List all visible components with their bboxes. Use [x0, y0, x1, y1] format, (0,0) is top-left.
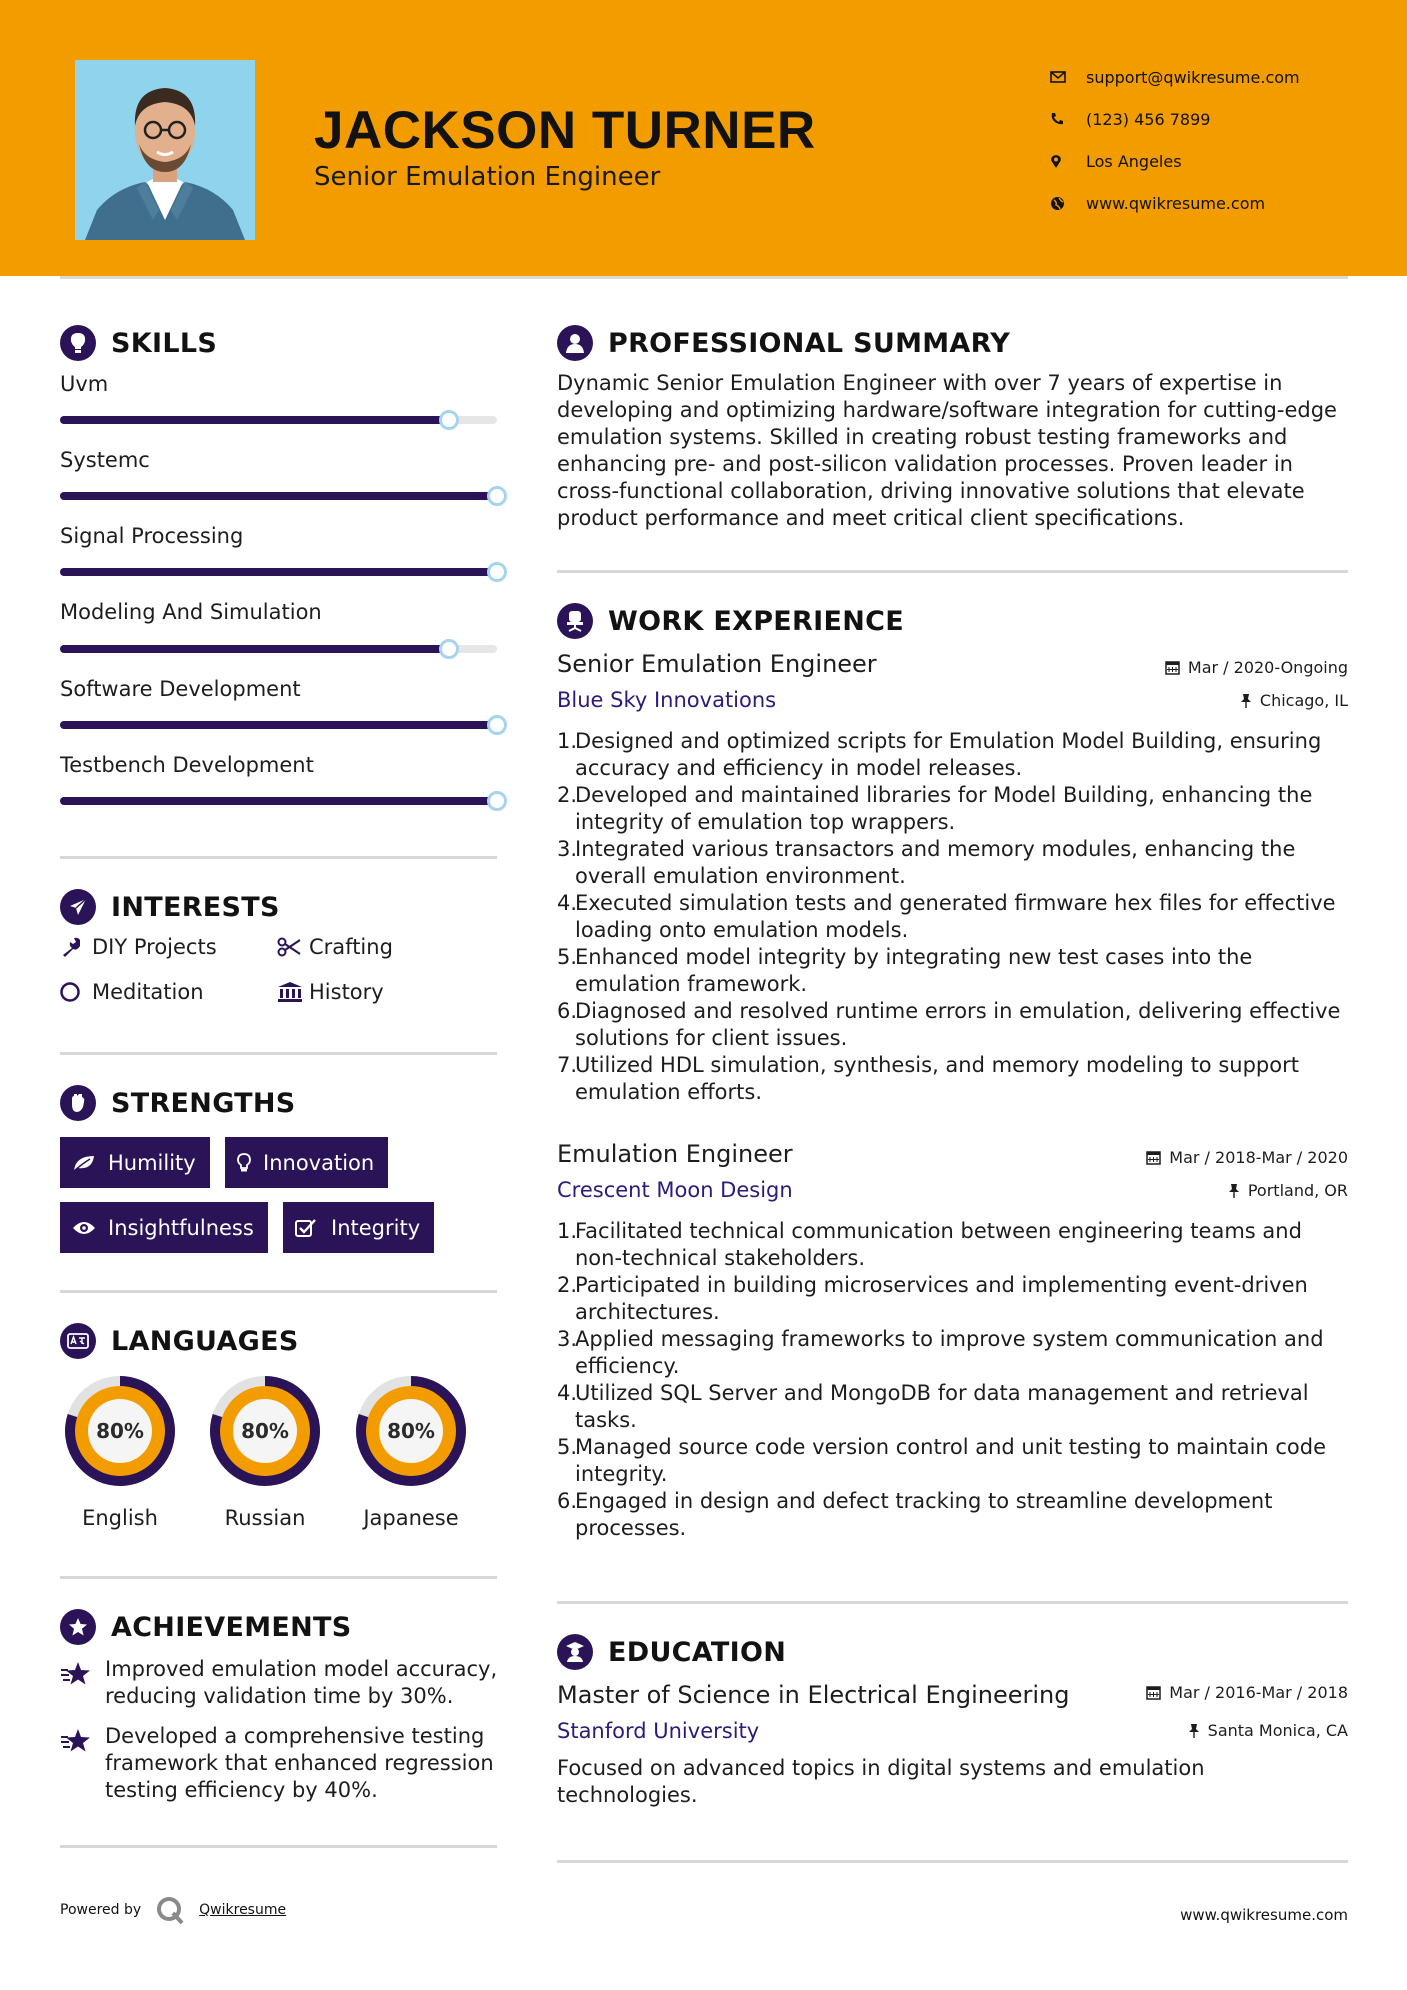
star-icon: [60, 1723, 105, 1804]
user-icon: [557, 325, 593, 361]
list-item: 4. Executed simulation tests and generated firmware hex files for effective loading onto emulation models.: [557, 891, 1336, 942]
language-ring: [350, 1370, 472, 1492]
skill-bar-fill: [60, 721, 497, 729]
interest-item: Crafting: [277, 935, 393, 959]
skill-bar-knob: [487, 715, 507, 735]
skill-bar-knob: [439, 410, 459, 430]
skill-name: Modeling And Simulation: [60, 600, 322, 624]
office-chair-icon: [557, 603, 593, 639]
contact-location: [1050, 140, 1300, 182]
star-badge-icon: [60, 1609, 96, 1645]
section-divider: [60, 1290, 497, 1293]
map-pin-icon: [1050, 154, 1086, 169]
job-title: Senior Emulation Engineer: [557, 650, 877, 678]
skill-bar-knob: [487, 562, 507, 582]
strength-badge: Innovation: [225, 1137, 388, 1188]
skills-heading: SKILLS: [60, 325, 217, 361]
section-divider: [60, 1576, 497, 1579]
education-location: Santa Monica, CA: [1188, 1721, 1348, 1740]
skill-bar-knob: [487, 486, 507, 506]
language-name: English: [82, 1506, 158, 1530]
profile-photo: [75, 60, 255, 240]
strength-badge: Integrity: [283, 1202, 434, 1253]
interests-heading: INTERESTS: [60, 889, 280, 925]
pushpin-icon: [1188, 1723, 1200, 1738]
language-item: [204, 1370, 326, 1530]
scissors-icon: [277, 937, 309, 957]
summary-text: Dynamic Senior Emulation Engineer with over 7 years of expertise in developing and optimizing hardware/software integration for cutting-edge emulation systems. Skilled in creating robust testing frameworks and enhancing pre- and post-silicon validation processes. Proven leader in cross-functional collaboration, driving innovative solutions that elevate product performance and meet critical client specifications.: [557, 371, 1337, 530]
header-banner: [0, 0, 1407, 276]
skill-bar: [60, 645, 497, 653]
strength-badge: Humility: [60, 1137, 210, 1188]
eye-icon: [72, 1220, 108, 1236]
skill-bar-fill: [60, 797, 497, 805]
education-description: Focused on advanced topics in digital systems and emulation technologies.: [557, 1756, 1205, 1807]
languages-heading: LANGUAGES: [60, 1323, 299, 1359]
interest-item: History: [277, 980, 384, 1004]
section-divider: [557, 570, 1348, 573]
job-location: Portland, OR: [1228, 1181, 1348, 1200]
contact-list: [1050, 56, 1300, 224]
language-ring: [59, 1370, 181, 1492]
education-school: Stanford University: [557, 1719, 760, 1743]
list-item: 6. Engaged in design and defect tracking to streamline development processes.: [557, 1489, 1273, 1540]
skill-bar: [60, 568, 497, 576]
list-item: 5. Enhanced model integrity by integrating new test cases into the emulation framework.: [557, 945, 1253, 996]
language-percent: 80%: [96, 1419, 144, 1443]
skill-bar-fill: [60, 416, 449, 424]
interest-item: DIY Projects: [60, 935, 217, 959]
leaf-icon: [72, 1154, 108, 1172]
list-item: 7. Utilized HDL simulation, synthesis, and memory modeling to support emulation efforts.: [557, 1053, 1299, 1104]
candidate-name: JACKSON TURNER: [314, 101, 816, 160]
footer-website[interactable]: www.qwikresume.com: [1180, 1906, 1348, 1924]
language-icon: [60, 1323, 96, 1359]
section-divider: [60, 1845, 497, 1848]
list-item: 1. Facilitated technical communication between engineering teams and non-technical stakeholders.: [557, 1219, 1302, 1270]
list-item: 3. Integrated various transactors and memory modules, enhancing the overall emulation environment.: [557, 837, 1296, 888]
skill-bar-fill: [60, 645, 449, 653]
strengths-heading: STRENGTHS: [60, 1085, 296, 1121]
header-divider: [60, 276, 1348, 279]
contact-phone-text: (123) 456 7899: [1086, 109, 1211, 129]
envelope-icon: [1050, 71, 1086, 83]
job-company: Blue Sky Innovations: [557, 688, 777, 712]
language-ring: [204, 1370, 326, 1492]
pushpin-icon: [1240, 693, 1252, 708]
wrench-icon: [60, 936, 92, 958]
skill-bar: [60, 721, 497, 729]
job-title: Emulation Engineer: [557, 1140, 793, 1168]
list-item: 4. Utilized SQL Server and MongoDB for data management and retrieval tasks.: [557, 1381, 1309, 1432]
achievement-text: Developed a comprehensive testing framework that enhanced regression testing efficiency by 40%.: [105, 1724, 494, 1802]
museum-icon: [277, 981, 309, 1003]
contact-phone[interactable]: [1050, 98, 1300, 140]
globe-icon: [1050, 196, 1086, 211]
language-item: [59, 1370, 181, 1530]
skill-bar-fill: [60, 492, 497, 500]
job-company: Crescent Moon Design: [557, 1178, 793, 1202]
language-name: Russian: [224, 1506, 306, 1530]
skill-bar-knob: [487, 791, 507, 811]
footer-powered-by: [60, 1895, 286, 1925]
achievement-text: Improved emulation model accuracy, reducing validation time by 30%.: [105, 1657, 498, 1708]
star-icon: [60, 1656, 105, 1710]
contact-email-text: support@qwikresume.com: [1086, 67, 1300, 87]
skill-bar-fill: [60, 568, 497, 576]
interest-item: Meditation: [60, 980, 204, 1004]
skill-bar-knob: [439, 639, 459, 659]
contact-website[interactable]: [1050, 182, 1300, 224]
section-divider: [60, 856, 497, 859]
qwikresume-logo-icon: [155, 1895, 185, 1925]
achievements-heading: ACHIEVEMENTS: [60, 1609, 352, 1645]
education-heading: EDUCATION: [557, 1634, 786, 1670]
calendar-icon: [1146, 1150, 1161, 1165]
section-divider: [557, 1860, 1348, 1863]
education-date: Mar / 2016-Mar / 2018: [1146, 1683, 1348, 1702]
powered-by-text: Powered by: [60, 1902, 142, 1918]
list-item: 1. Designed and optimized scripts for Emulation Model Building, ensuring accuracy and efficiency in model releases.: [557, 729, 1322, 780]
skill-name: Software Development: [60, 677, 301, 701]
summary-heading: PROFESSIONAL SUMMARY: [557, 325, 1010, 361]
list-item: 2. Participated in building microservices and implementing event-driven architectures.: [557, 1273, 1308, 1324]
experience-heading: WORK EXPERIENCE: [557, 603, 904, 639]
contact-email[interactable]: [1050, 56, 1300, 98]
education-degree: Master of Science in Electrical Engineering: [557, 1681, 1070, 1709]
list-item: 5. Managed source code version control and unit testing to maintain code integrity.: [557, 1435, 1327, 1486]
job-date: Mar / 2018-Mar / 2020: [1146, 1148, 1348, 1167]
list-item: 6. Diagnosed and resolved runtime errors in emulation, delivering effective solutions for client issues.: [557, 999, 1341, 1050]
language-percent: 80%: [241, 1419, 289, 1443]
phone-icon: [1050, 112, 1086, 126]
job-responsibilities: [557, 728, 1347, 1106]
pushpin-icon: [1228, 1183, 1240, 1198]
lightbulb-icon: [60, 325, 96, 361]
job-responsibilities: [557, 1218, 1347, 1542]
language-item: [350, 1370, 472, 1530]
contact-location-text: Los Angeles: [1086, 151, 1182, 171]
circle-icon: [60, 981, 92, 1003]
paper-plane-icon: [60, 889, 96, 925]
skill-name: Systemc: [60, 448, 150, 472]
calendar-icon: [1146, 1685, 1161, 1700]
qwikresume-link[interactable]: Qwikresume: [199, 1902, 287, 1918]
calendar-icon: [1165, 660, 1180, 675]
language-percent: 80%: [387, 1419, 435, 1443]
skill-bar: [60, 492, 497, 500]
candidate-title: Senior Emulation Engineer: [314, 162, 661, 192]
skill-bar: [60, 797, 497, 805]
language-name: Japanese: [363, 1506, 459, 1530]
list-item: 2. Developed and maintained libraries for Model Building, enhancing the integrity of emulation top wrappers.: [557, 783, 1313, 834]
section-divider: [557, 1601, 1348, 1604]
list-item: 3. Applied messaging frameworks to improve system communication and efficiency.: [557, 1327, 1324, 1378]
skill-bar: [60, 416, 497, 424]
graduate-icon: [557, 1634, 593, 1670]
lightbulb-icon: [237, 1153, 263, 1173]
section-divider: [60, 1052, 497, 1055]
job-location: Chicago, IL: [1240, 691, 1348, 710]
fist-icon: [60, 1085, 96, 1121]
contact-website-text: www.qwikresume.com: [1086, 193, 1266, 213]
check-square-icon: [295, 1218, 331, 1238]
skill-name: Uvm: [60, 372, 109, 396]
achievement-item: [60, 1656, 500, 1710]
skill-name: Signal Processing: [60, 524, 244, 548]
skill-name: Testbench Development: [60, 753, 314, 777]
job-date: Mar / 2020-Ongoing: [1165, 658, 1348, 677]
achievement-item: [60, 1723, 500, 1804]
strength-badge: Insightfulness: [60, 1202, 268, 1253]
